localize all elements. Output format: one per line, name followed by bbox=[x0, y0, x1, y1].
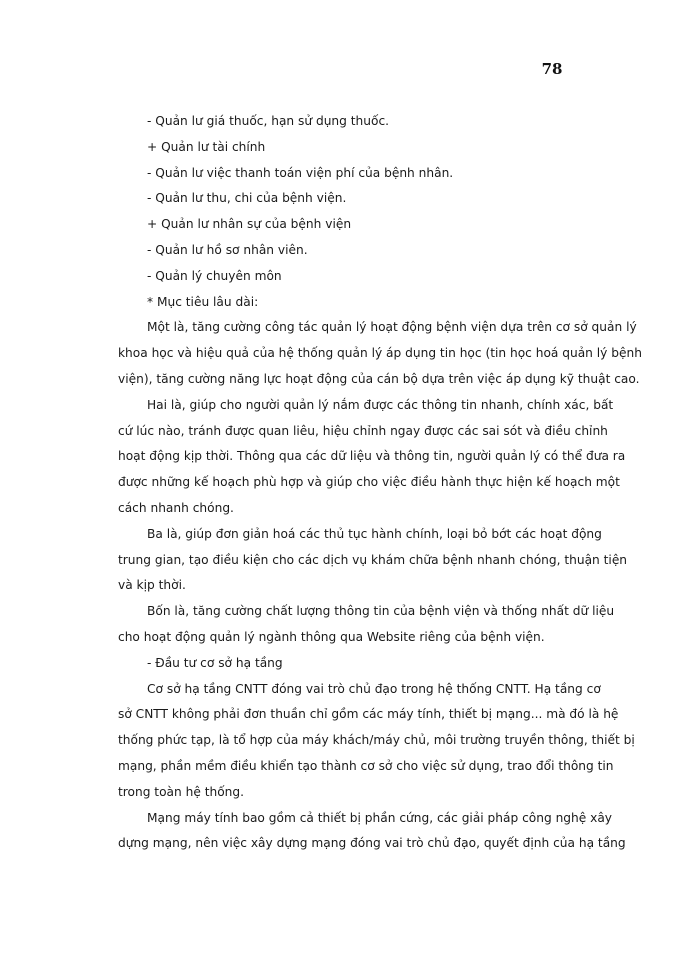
page-number: 78 bbox=[541, 60, 563, 78]
text-line: - Quản lư hồ sơ nhân viên. bbox=[147, 242, 308, 257]
text-line: + Quản lư tài chính bbox=[147, 139, 266, 154]
text-line: - Quản lư giá thuốc, hạn sử dụng thuốc. bbox=[147, 114, 390, 128]
text-line: Mạng máy tính bao gồm cả thiết bị phần cứng, các giải pháp công nghệ xây bbox=[147, 810, 613, 825]
text-line: Hai là, giúp cho người quản lý nắm được các thông tin nhanh, chính xác, bất bbox=[147, 397, 614, 412]
body-text bbox=[118, 109, 642, 857]
text-line: cho hoạt động quản lý ngành thông qua Website riêng của bệnh viện. bbox=[118, 629, 545, 644]
text-line: Bốn là, tăng cường chất lượng thông tin của bệnh viện và thống nhất dữ liệu bbox=[147, 604, 615, 619]
text-line: - Quản lư việc thanh toán viện phí của bệnh nhân. bbox=[147, 165, 454, 180]
text-line: - Quản lý chuyên môn bbox=[147, 268, 282, 283]
text-line: thống phức tạp, là tổ hợp của máy khách/máy chủ, môi trường truyền thông, thiết bị bbox=[118, 733, 635, 748]
text-line: được những kế hoạch phù hợp và giúp cho việc điều hành thực hiện kế hoạch một bbox=[118, 475, 620, 490]
text-line: viện), tăng cường năng lực hoạt động của cán bộ dựa trên việc áp dụng kỹ thuật cao. bbox=[118, 371, 640, 386]
text-line: mạng, phần mềm điều khiển tạo thành cơ sở cho việc sử dụng, trao đổi thông tin bbox=[118, 758, 614, 773]
text-line: + Quản lư nhân sự của bệnh viện bbox=[147, 217, 352, 232]
text-line: dựng mạng, nên việc xây dựng mạng đóng vai trò chủ đạo, quyết định của hạ tầng bbox=[118, 836, 626, 851]
text-line: sở CNTT không phải đơn thuần chỉ gồm các máy tính, thiết bị mạng... mà đó là hệ bbox=[118, 707, 619, 722]
text-line: Ba là, giúp đơn giản hoá các thủ tục hành chính, loại bỏ bớt các hoạt động bbox=[147, 526, 602, 541]
text-line: trong toàn hệ thống. bbox=[118, 784, 245, 799]
text-line: khoa học và hiệu quả của hệ thống quản lý áp dụng tin học (tin học hoá quản lý bệnh bbox=[118, 346, 642, 361]
text-line: hoạt động kịp thời. Thông qua các dữ liệu và thông tin, người quản lý có thể đưa ra bbox=[118, 449, 626, 464]
text-line: và kịp thời. bbox=[118, 578, 186, 593]
text-line: - Đầu tư cơ sở hạ tầng bbox=[147, 655, 283, 670]
text-line: - Quản lư thu, chi của bệnh viện. bbox=[147, 191, 347, 206]
text-line: cách nhanh chóng. bbox=[118, 500, 234, 515]
text-line: * Mục tiêu lâu dài: bbox=[147, 294, 259, 309]
text-line: trung gian, tạo điều kiện cho các dịch vụ khám chữa bệnh nhanh chóng, thuận tiện bbox=[118, 552, 628, 567]
text-line: Một là, tăng cường công tác quản lý hoạt động bệnh viện dựa trên cơ sở quản lý bbox=[147, 320, 637, 335]
text-line: Cơ sở hạ tầng CNTT đóng vai trò chủ đạo trong hệ thống CNTT. Hạ tầng cơ bbox=[147, 681, 601, 696]
text-line: cứ lúc nào, tránh được quan liêu, hiệu chỉnh ngay được các sai sót và điều chỉnh bbox=[118, 423, 608, 438]
